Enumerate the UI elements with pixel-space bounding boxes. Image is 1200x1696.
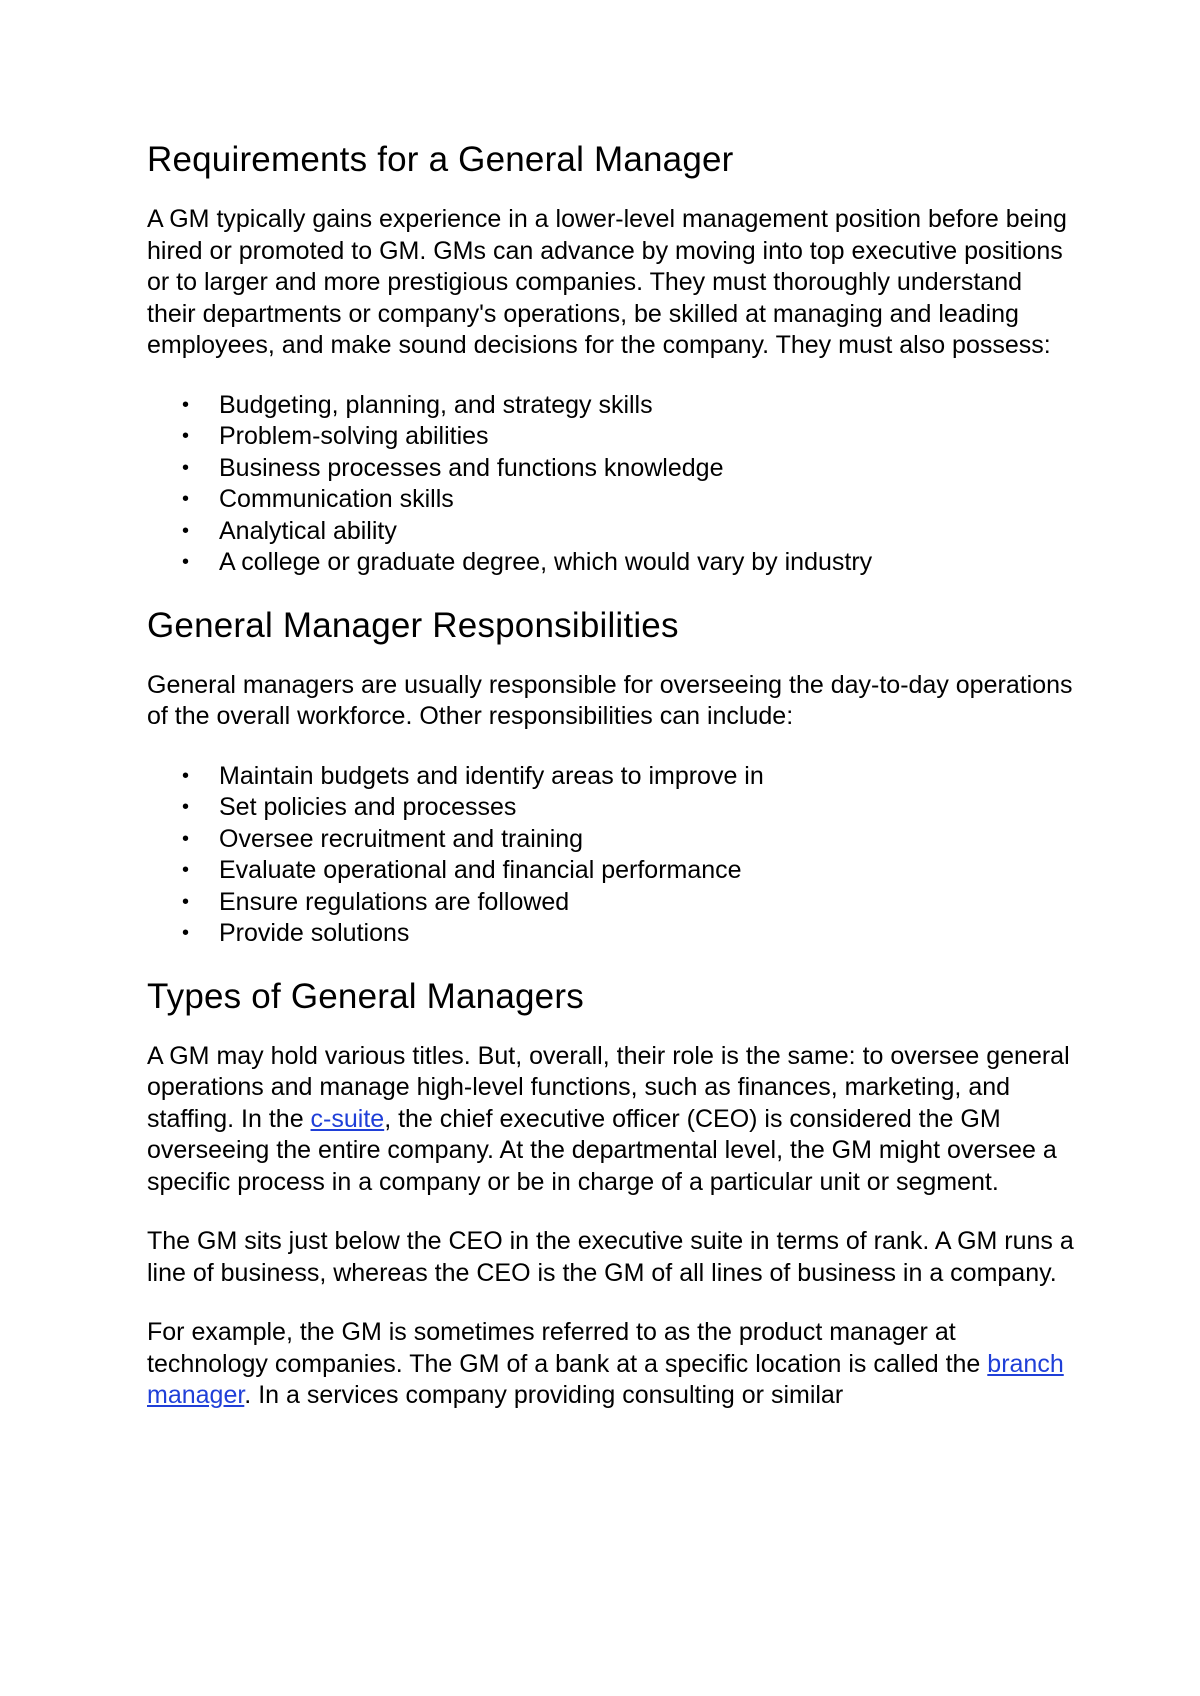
list-item: • Maintain budgets and identify areas to improve in (147, 761, 1077, 793)
list-item: • Problem-solving abilities (147, 421, 1077, 453)
types-paragraph-1: A GM may hold various titles. But, overall, their role is the same: to oversee general operations and manage high-level functions, such as finances, marketing, and staffing. In the c-suite, the chief executive officer (CEO) is considered the GM overseeing the entire company. At the departmental level, the GM might oversee a specific process in a company or be in charge of a particular unit or segment. (147, 1041, 1070, 1196)
bullet-icon: • (182, 551, 190, 573)
bullet-icon: • (182, 890, 190, 913)
list-item: • Set policies and processes (147, 792, 1077, 824)
list-item: • A college or graduate degree, which would vary by industry (147, 547, 1077, 579)
bullet-icon: • (182, 859, 190, 881)
document-page (147, 138, 1077, 1440)
requirements-paragraph: A GM typically gains experience in a lower-level management position before being hired or promoted to GM. GMs can advance by moving into top executive positions or to larger and more prestigious companies. They must thoroughly understand their departments or company's operations, be skilled at managing and leading employees, and make sound decisions for the company. They must also possess: (147, 205, 1067, 359)
list-item: • Communication skills (147, 484, 1077, 516)
bullet-icon: • (182, 922, 190, 944)
heading-types: Types of General Managers (147, 976, 584, 1016)
list-item: • Ensure regulations are followed (147, 887, 1077, 919)
bullet-icon: • (182, 425, 190, 447)
list-item: • Analytical ability (147, 516, 1077, 548)
types-paragraph-2: The GM sits just below the CEO in the executive suite in terms of rank. A GM runs a line of business, whereas the CEO is the GM of all lines of business in a company. (147, 1227, 1074, 1287)
list-item: • Evaluate operational and financial performance (147, 855, 1077, 887)
bullet-icon: • (182, 393, 190, 416)
bullet-icon: • (182, 796, 190, 818)
bullet-icon: • (182, 519, 190, 542)
list-item: • Oversee recruitment and training (147, 824, 1077, 856)
bullet-icon: • (182, 827, 190, 850)
responsibilities-paragraph: General managers are usually responsible for overseeing the day-to-day operations of the overall workforce. Other responsibilities can include: (147, 670, 1073, 730)
bullet-icon: • (182, 488, 190, 510)
branch-manager-link[interactable]: branch manager (147, 1349, 1064, 1409)
requirements-list (147, 390, 1077, 579)
heading-requirements: Requirements for a General Manager (147, 140, 734, 179)
list-item: • Provide solutions (147, 918, 1077, 950)
bullet-icon: • (182, 456, 190, 479)
bullet-icon: • (182, 764, 190, 787)
list-item: • Budgeting, planning, and strategy skills (147, 390, 1077, 422)
c-suite-link[interactable]: c-suite (310, 1104, 385, 1133)
responsibilities-list (147, 761, 1077, 950)
list-item: • Business processes and functions knowledge (147, 453, 1077, 485)
heading-responsibilities: General Manager Responsibilities (147, 605, 679, 645)
types-paragraph-3: For example, the GM is sometimes referred to as the product manager at technology companies. The GM of a bank at a specific location is called the branch manager. In a services company providing consulting or similar (147, 1318, 1064, 1409)
